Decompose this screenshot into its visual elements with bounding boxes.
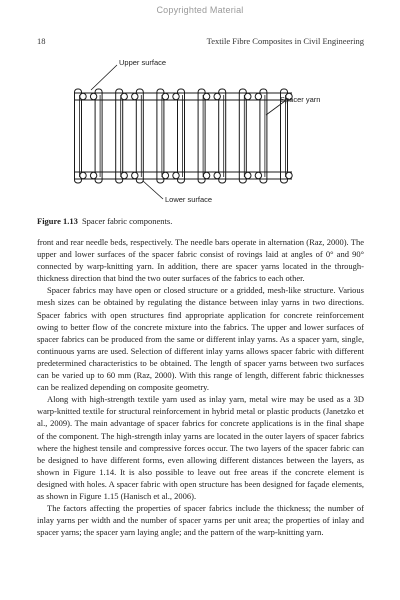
body-text bbox=[37, 236, 364, 538]
page-header bbox=[37, 36, 364, 48]
spacer-yarn-loop bbox=[157, 89, 164, 183]
label-lower-surface: Lower surface bbox=[165, 195, 213, 204]
page-number: 18 bbox=[37, 36, 46, 46]
inlay-yarn-upper bbox=[80, 93, 86, 99]
inlay-yarn-lower bbox=[255, 172, 261, 178]
inlay-yarn-lower bbox=[162, 172, 168, 178]
label-upper-surface: Upper surface bbox=[119, 58, 167, 67]
inlay-yarn-upper bbox=[132, 93, 138, 99]
inlay-yarn-lower bbox=[286, 172, 292, 178]
spacer-fabric-diagram bbox=[30, 55, 370, 215]
inlay-yarn-lower bbox=[132, 172, 138, 178]
inlay-yarn-lower bbox=[173, 172, 179, 178]
inlay-yarn-upper bbox=[214, 93, 220, 99]
inlay-yarn-lower bbox=[203, 172, 209, 178]
watermark-top: Copyrighted Material bbox=[156, 5, 244, 15]
inlay-yarn-lower bbox=[90, 172, 96, 178]
inlay-yarn-upper bbox=[173, 93, 179, 99]
inlay-yarn-lower bbox=[214, 172, 220, 178]
spacer-yarn-loop bbox=[136, 89, 143, 183]
inlay-yarn-lower bbox=[80, 172, 86, 178]
inlay-yarn-upper bbox=[90, 93, 96, 99]
caption-number: Figure 1.13 bbox=[37, 216, 78, 226]
inlay-yarn-lower bbox=[245, 172, 251, 178]
spacer-yarn-loop bbox=[75, 89, 82, 183]
paragraph-1: front and rear needle beds, respectively. The needle bars operate in alternation (Raz, 2000). The upper and lower surfaces of the spacer fabric consist of rovings laid at angles of 0° and 90° connected by warp-knitting yarn. In addition, there are spacer yarns located in the through-thickness direction that bind the two outer surfaces of the fabrics to each other. bbox=[37, 237, 364, 284]
inlay-yarn-lower bbox=[121, 172, 127, 178]
running-head: Textile Fibre Composites in Civil Engineering bbox=[206, 36, 364, 46]
inlay-yarn-upper bbox=[162, 93, 168, 99]
spacer-yarn-loop bbox=[219, 89, 226, 183]
figure-caption bbox=[37, 216, 172, 226]
spacer-yarn-loop bbox=[178, 89, 185, 183]
paragraph-3: Along with high-strength textile yarn used as inlay yarn, metal wire may be used as a 3D warp-knitted textile for structural reinforcement in hybrid metal or plastic products (Janetzko et al., 2009). The main advantage of spacer fabrics for concrete applications is in the final shape of the component. The high-strength inlay yarns are located in the outer layers of spacer fabrics where the highest tensile and compressive forces occur. The two layers of the spacer fabric can be designed to have different forms, even allowing different distances between the layers, as shown in Figure 1.14. It is also possible to leave out free areas if the concrete element is designed with holes. A spacer fabric with open structure has been designed for façade elements, as shown in Figure 1.15 (Hanisch et al., 2006). bbox=[37, 394, 364, 501]
spacer-yarn-loop bbox=[116, 89, 123, 183]
inlay-yarn-upper bbox=[121, 93, 127, 99]
spacer-yarn-loop bbox=[95, 89, 102, 183]
caption-text: Spacer fabric components. bbox=[81, 216, 173, 226]
paragraph-4: The factors affecting the properties of spacer fabrics include the thickness; the number of inlay yarns per width and the number of spacer yarns per unit area; the properties of inlay and spacer yarns; the spacer yarn laying angle; and the pattern of the warp-knitting yarn. bbox=[37, 503, 364, 538]
spacer-yarn-loop bbox=[260, 89, 267, 183]
leader-upper bbox=[91, 65, 117, 90]
label-spacer-yarn: Spacer yarn bbox=[280, 95, 321, 104]
inlay-yarn-upper bbox=[245, 93, 251, 99]
inlay-yarn-upper bbox=[255, 93, 261, 99]
inlay-yarn-upper bbox=[203, 93, 209, 99]
paragraph-2: Spacer fabrics may have open or closed structure or a gridded, mesh-like structure. Various mesh sizes can be obtained by regulating the distance between inlay yarns in two directions. Spacer fabrics with open structures find appropriate application for concrete reinforcement owing to better flow of the concrete mixture into the fabrics. The upper and lower surfaces of spacer fabrics can be produced from the same or different inlay yarns. As a spacer yarn, single, continuous yarns are used. Selection of different inlay yarns allows spacer fabric with different predetermined characteristics to be obtained. The length of spacer yarns between two surfaces can be varied up to 60 mm (Raz, 2000). With this range of length, different fabric thicknesses can be realized depending on composite geometry. bbox=[37, 285, 364, 393]
spacer-yarn-loop bbox=[198, 89, 205, 183]
leader-lower bbox=[143, 181, 163, 199]
spacer-yarn-loop bbox=[239, 89, 246, 183]
spacer-fabric-figure bbox=[30, 55, 370, 215]
